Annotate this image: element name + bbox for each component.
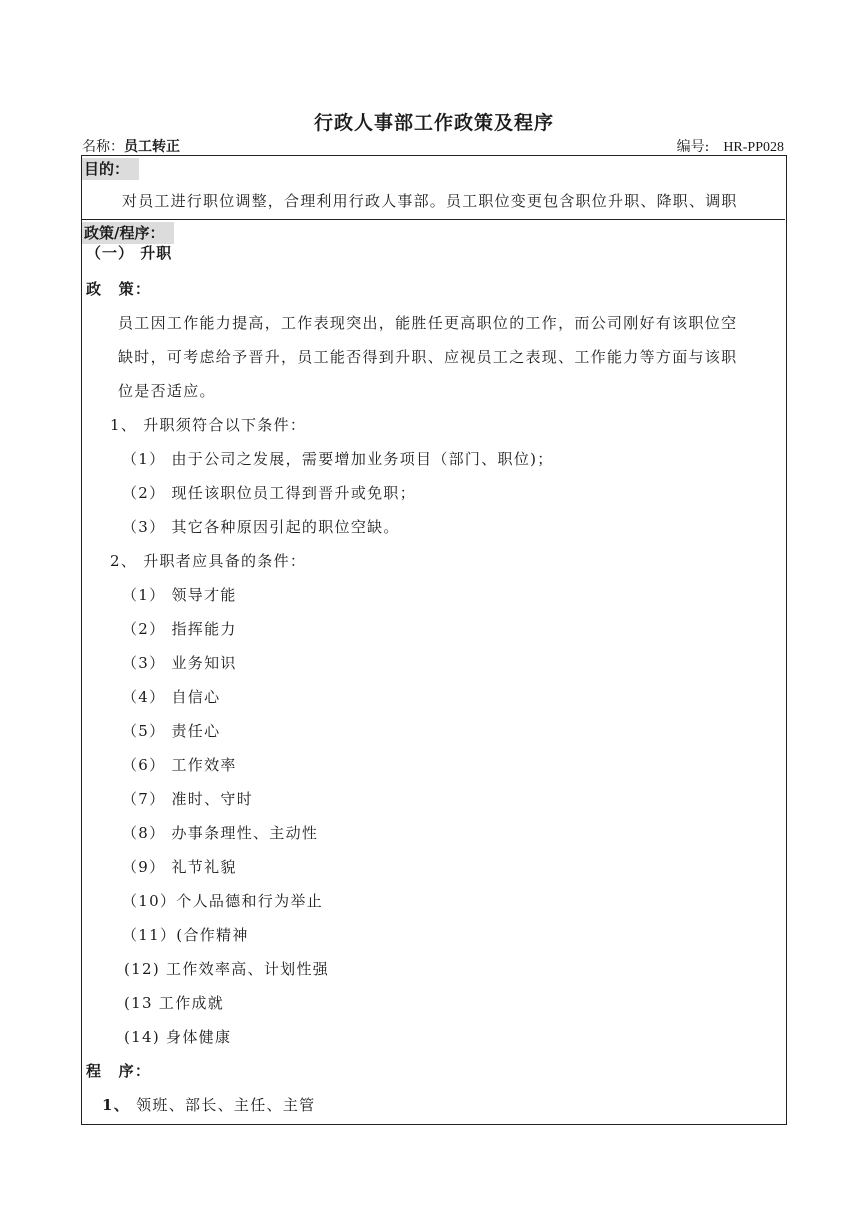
procedure-item-number: 1、 — [102, 1096, 131, 1114]
procedure-item — [102, 1094, 315, 1115]
list-item: （10）个人品德和行为举止 — [122, 892, 323, 910]
code-label: 编号: — [676, 139, 710, 155]
list-item: （5） 责任心 — [122, 722, 221, 740]
code-field — [677, 136, 784, 156]
policy-paragraph-line: 缺时，可考虑给予晋升，员工能否得到升职、应视员工之表现、工作能力等方面与该职 — [118, 348, 738, 366]
document-title: 行政人事部工作政策及程序 — [313, 112, 554, 134]
section-divider — [82, 219, 785, 220]
list-item: (12) 工作效率高、计划性强 — [124, 960, 330, 978]
section-title-promotion: （一） 升职 — [86, 244, 173, 262]
procedure-heading: 程 序： — [86, 1062, 152, 1080]
list-item: （2） 指挥能力 — [122, 620, 237, 638]
purpose-text: 对员工进行职位调整，合理利用行政人事部。员工职位变更包含职位升职、降职、调职 — [122, 192, 738, 210]
policy-heading: 政 策： — [86, 280, 152, 298]
list-item: （6） 工作效率 — [122, 756, 237, 774]
list-item: （11）(合作精神 — [122, 926, 249, 944]
list-item: （9） 礼节礼貌 — [122, 858, 237, 876]
procedure-item-text: 领班、部长、主任、主管 — [136, 1096, 316, 1114]
list-item: （7） 准时、守时 — [122, 790, 254, 808]
list-item: （8） 办事条理性、主动性 — [122, 824, 319, 842]
list-item: （1） 由于公司之发展，需要增加业务项目（部门、职位)； — [122, 450, 554, 468]
policy-procedure-label: 政策/程序： — [82, 222, 174, 244]
list-item: （4） 自信心 — [122, 688, 221, 706]
condition-1-title: 1、 升职须符合以下条件： — [110, 416, 307, 434]
list-item: (13 工作成就 — [124, 994, 225, 1012]
purpose-label: 目的： — [82, 158, 139, 180]
list-item: （3） 业务知识 — [122, 654, 237, 672]
policy-table — [81, 155, 787, 1125]
policy-paragraph-line: 位是否适应。 — [118, 382, 216, 400]
list-item: (14) 身体健康 — [124, 1028, 232, 1046]
name-value: 员工转正 — [124, 139, 180, 155]
code-value: HR-PP028 — [723, 140, 784, 155]
policy-paragraph-line: 员工因工作能力提高，工作表现突出，能胜任更高职位的工作，而公司刚好有该职位空 — [118, 314, 738, 332]
list-item: （1） 领导才能 — [122, 586, 237, 604]
meta-row — [82, 136, 788, 156]
condition-2-title: 2、 升职者应具备的条件： — [110, 552, 307, 570]
name-field — [82, 136, 180, 156]
name-label: 名称： — [82, 139, 124, 155]
list-item: （2） 现任该职位员工得到晋升或免职； — [122, 484, 417, 502]
list-item: （3） 其它各种原因引起的职位空缺。 — [122, 518, 400, 536]
